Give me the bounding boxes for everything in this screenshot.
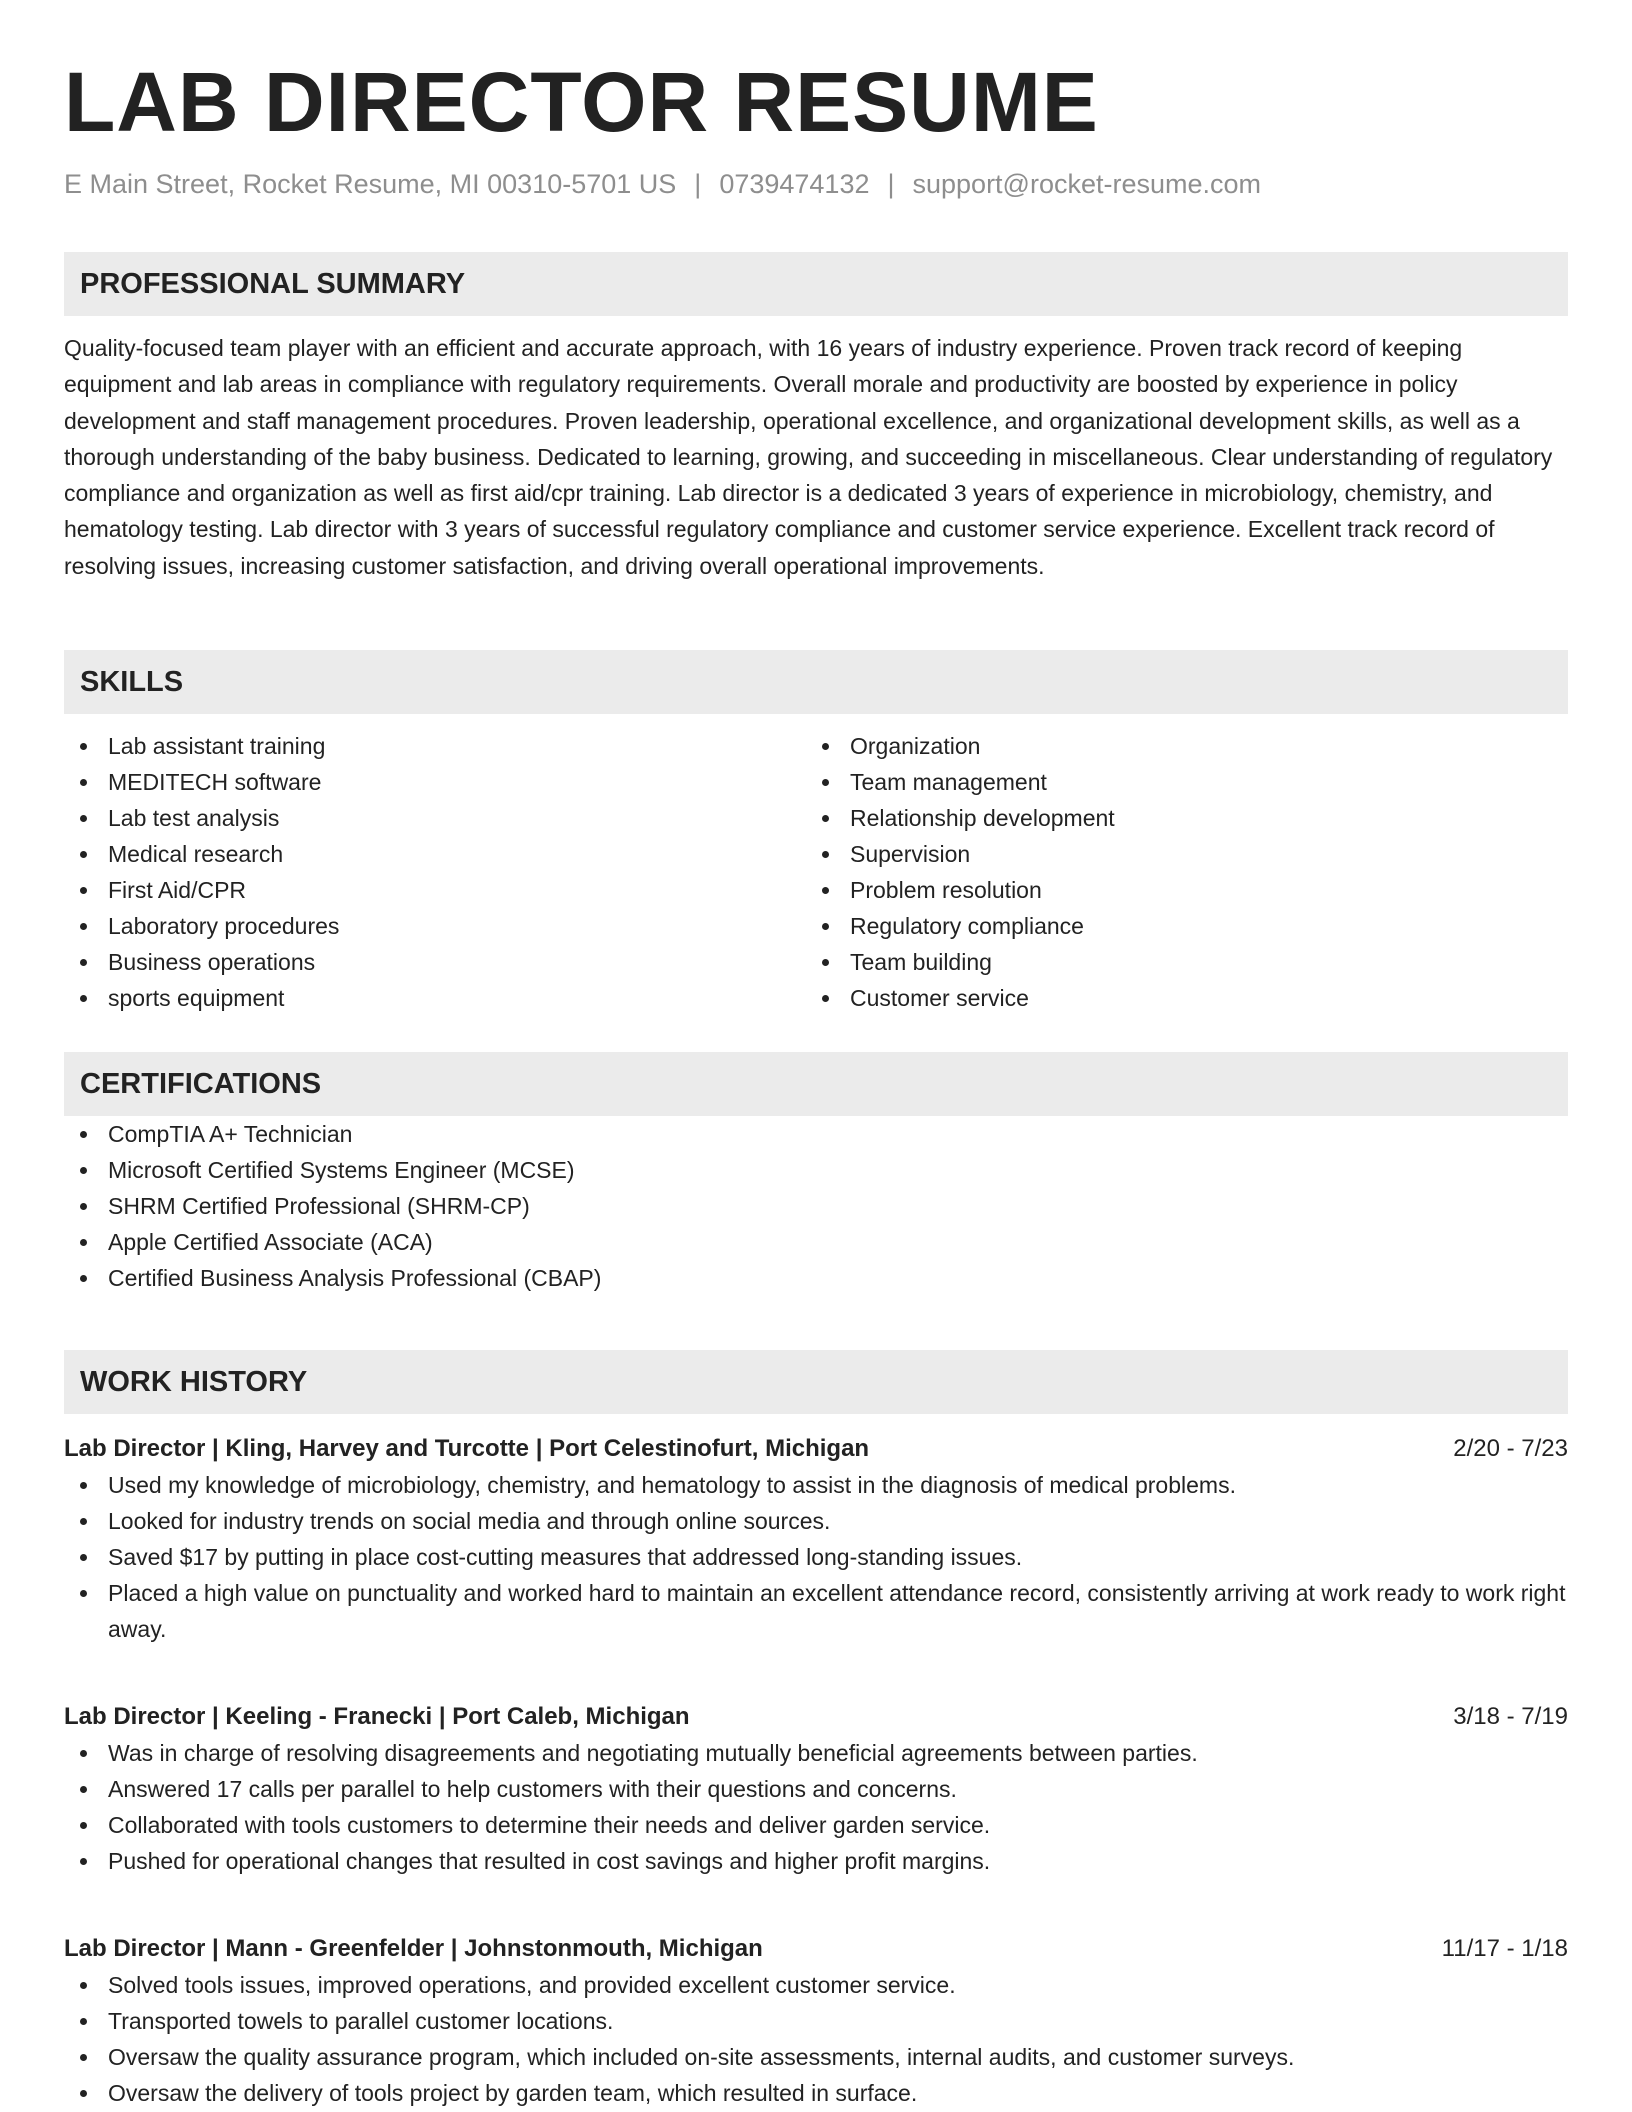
skills-section — [64, 650, 1568, 1016]
certification-item: SHRM Certified Professional (SHRM-CP) — [64, 1188, 1568, 1224]
job-bullet: Solved tools issues, improved operations, and provided excellent customer service. — [64, 1967, 1568, 2003]
certifications-list — [64, 1116, 1568, 1296]
job-bullets — [64, 1967, 1568, 2111]
skill-item: Problem resolution — [806, 872, 1548, 908]
skill-item: Regulatory compliance — [806, 908, 1548, 944]
certification-item: Microsoft Certified Systems Engineer (MCSE) — [64, 1152, 1568, 1188]
skill-item: Laboratory procedures — [64, 908, 806, 944]
skill-item: MEDITECH software — [64, 764, 806, 800]
certification-item: CompTIA A+ Technician — [64, 1116, 1568, 1152]
job-bullet: Looked for industry trends on social media and through online sources. — [64, 1503, 1568, 1539]
job-bullet: Oversaw the delivery of tools project by garden team, which resulted in surface. — [64, 2075, 1568, 2111]
certifications-section — [64, 1052, 1568, 1296]
job-title: Lab Director | Kling, Harvey and Turcotte | Port Celestinofurt, Michigan — [64, 1435, 870, 1462]
skill-item: Lab assistant training — [64, 728, 806, 764]
skill-item: Business operations — [64, 944, 806, 980]
job-header — [64, 1931, 1568, 1967]
certification-item: Apple Certified Associate (ACA) — [64, 1224, 1568, 1260]
job-bullets — [64, 1467, 1568, 1647]
job-dates: 11/17 - 1/18 — [1441, 1935, 1568, 1962]
skill-item: Lab test analysis — [64, 800, 806, 836]
skills-heading: SKILLS — [64, 650, 1568, 714]
phone-text: 0739474132 — [719, 169, 870, 199]
address-text: E Main Street, Rocket Resume, MI 00310-5701 US — [64, 169, 677, 199]
skill-item: First Aid/CPR — [64, 872, 806, 908]
job-bullet: Transported towels to parallel customer locations. — [64, 2003, 1568, 2039]
job-bullets — [64, 1735, 1568, 1879]
job-bullet: Used my knowledge of microbiology, chemistry, and hematology to assist in the diagnosis of medical problems. — [64, 1467, 1568, 1503]
resume-title: LAB DIRECTOR RESUME — [64, 55, 1099, 149]
email-link[interactable]: support@rocket-resume.com — [912, 169, 1262, 199]
job-header — [64, 1699, 1568, 1735]
contact-line — [64, 164, 1261, 204]
job-bullet: Answered 17 calls per parallel to help customers with their questions and concerns. — [64, 1771, 1568, 1807]
skill-item: Customer service — [806, 980, 1548, 1016]
skill-item: Team building — [806, 944, 1548, 980]
contact-separator: | — [694, 169, 702, 199]
skill-item: Organization — [806, 728, 1548, 764]
certification-item: Certified Business Analysis Professional (CBAP) — [64, 1260, 1568, 1296]
work-history-heading: WORK HISTORY — [64, 1350, 1568, 1414]
job-entry — [64, 1699, 1568, 1879]
job-bullet: Placed a high value on punctuality and worked hard to maintain an excellent attendance record, consistently arriving at work ready to work right away. — [64, 1575, 1568, 1647]
summary-heading: PROFESSIONAL SUMMARY — [64, 252, 1568, 316]
skill-item: Relationship development — [806, 800, 1548, 836]
summary-section — [64, 252, 1568, 584]
work-history-section — [64, 1350, 1568, 1414]
job-title: Lab Director | Keeling - Franecki | Port Caleb, Michigan — [64, 1703, 690, 1730]
job-bullet: Collaborated with tools customers to determine their needs and deliver garden service. — [64, 1807, 1568, 1843]
job-dates: 2/20 - 7/23 — [1453, 1435, 1568, 1462]
job-title: Lab Director | Mann - Greenfelder | Johnstonmouth, Michigan — [64, 1935, 763, 1962]
skill-item: sports equipment — [64, 980, 806, 1016]
skills-left-list — [64, 728, 806, 1016]
job-bullet: Was in charge of resolving disagreements and negotiating mutually beneficial agreements between parties. — [64, 1735, 1568, 1771]
job-header — [64, 1431, 1568, 1467]
certifications-heading: CERTIFICATIONS — [64, 1052, 1568, 1116]
skill-item: Medical research — [64, 836, 806, 872]
skills-columns — [64, 728, 1568, 1016]
contact-separator: | — [887, 169, 895, 199]
summary-text: Quality-focused team player with an efficient and accurate approach, with 16 years of industry experience. Proven track record of keeping equipment and lab areas in compliance with regulatory requirements. Overall morale and productivity are boosted by experience in policy development and staff management procedures. Proven leadership, operational excellence, and organizational development skills, as well as a thorough understanding of the baby business. Dedicated to learning, growing, and succeeding in miscellaneous. Clear understanding of regulatory compliance and organization as well as first aid/cpr training. Lab director is a dedicated 3 years of experience in microbiology, chemistry, and hematology testing. Lab director with 3 years of successful regulatory compliance and customer service experience. Excellent track record of resolving issues, increasing customer satisfaction, and driving overall operational improvements. — [64, 335, 1553, 579]
skills-right-list — [806, 728, 1548, 1016]
job-entry — [64, 1431, 1568, 1647]
job-dates: 3/18 - 7/19 — [1453, 1703, 1568, 1730]
skill-item: Team management — [806, 764, 1548, 800]
job-bullet: Pushed for operational changes that resulted in cost savings and higher profit margins. — [64, 1843, 1568, 1879]
skill-item: Supervision — [806, 836, 1548, 872]
job-entry — [64, 1931, 1568, 2111]
job-bullet: Oversaw the quality assurance program, which included on-site assessments, internal audits, and customer surveys. — [64, 2039, 1568, 2075]
job-bullet: Saved $17 by putting in place cost-cutting measures that addressed long-standing issues. — [64, 1539, 1568, 1575]
